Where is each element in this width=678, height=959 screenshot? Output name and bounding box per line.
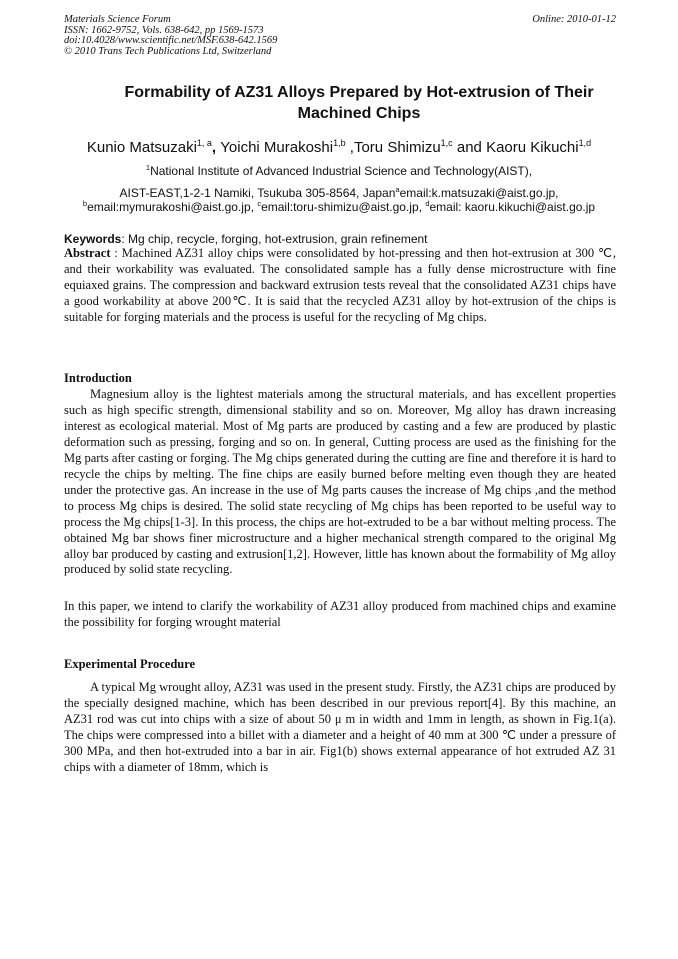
section-heading-experimental: Experimental Procedure xyxy=(64,657,196,671)
author-list xyxy=(30,134,648,157)
abstract xyxy=(64,246,616,326)
address: AIST-EAST,1-2-1 Namiki, Tsukuba 305-8564, Japan xyxy=(119,186,396,200)
email-b: email:mymurakoshi@aist.go.jp, xyxy=(87,200,258,214)
author-name: Yoichi Murakoshi xyxy=(220,139,334,156)
intro-paragraph-1 xyxy=(64,387,616,578)
email-mark: c xyxy=(257,199,262,208)
title-line-2: Machined Chips xyxy=(297,105,421,122)
section-heading-introduction: Introduction xyxy=(64,371,132,385)
author-separator: , xyxy=(211,139,221,156)
email-mark: d xyxy=(425,199,430,208)
email-mark: a xyxy=(395,185,400,194)
paper-title xyxy=(64,82,654,124)
abstract-label: Abstract xyxy=(64,246,111,260)
experimental-paragraph-1 xyxy=(64,680,616,776)
email-c: email:toru-shimizu@aist.go.jp, xyxy=(261,200,426,214)
author-name: Kunio Matsuzaki xyxy=(86,139,197,156)
author-affil-mark: 1,b xyxy=(333,138,346,148)
author-affil-mark: 1,d xyxy=(578,138,592,148)
email-d: email: kaoru.kikuchi@aist.go.jp xyxy=(429,200,596,214)
affiliation-line-1 xyxy=(30,161,648,178)
title-line-1: Formability of AZ31 Alloys Prepared by Hot-extrusion of Their xyxy=(124,84,594,101)
abstract-text: : Machined AZ31 alloy chips were consolidated by hot-pressing and then hot-extrusion at 300 ℃, and their workability was evaluated. The consolidated sample has a fully dense microstructure with fine equiaxed grains. The compression and backward extrusion tests reveal that the consolidated AZ31 chips have a good workability at above 200℃. It is said that the recycled AZ31 alloy by hot-extrusion of the chips is suitable for forging materials and the process is useful for the recycling of Mg chips. xyxy=(64,246,616,324)
copyright-line: © 2010 Trans Tech Publications Ltd, Switzerland xyxy=(64,45,272,57)
keywords-label: Keywords xyxy=(64,232,122,246)
doi-line: doi:10.4028/www.scientific.net/MSF.638-642.1569 xyxy=(64,35,278,46)
institution: National Institute of Advanced Industrial Science and Technology(AIST), xyxy=(150,164,533,178)
affil-mark: 1 xyxy=(145,163,151,172)
author-name: Toru Shimizu xyxy=(353,139,441,156)
keywords-text: : Mg chip, recycle, forging, hot-extrusion, grain refinement xyxy=(121,232,428,246)
paragraph-text: A typical Mg wrought alloy, AZ31 was used in the present study. Firstly, the AZ31 chips are produced by the specially designed machine, which has been described in our previous report[4]. By this machine, an AZ31 rod was cut into chips with a size of about 50 μ m in width and 1mm in length, as shown in Fig.1(a). The chips were compressed into a billet with a diameter and a height of 40 mm at 300 ℃ under a pressure of 300 MPa, and then hot-extruded into a bar in air. Fig1(b) shows external appearance of hot extruded AZ 31 chips with a diameter of 18mm, which is xyxy=(64,680,616,774)
journal-name: Materials Science Forum xyxy=(64,14,171,25)
author-affil-mark: 1,c xyxy=(440,138,453,148)
author-separator: , xyxy=(345,139,354,156)
email-mark: b xyxy=(82,199,88,208)
author-affil-mark: 1, a xyxy=(196,138,212,148)
keywords xyxy=(64,233,616,246)
email-a: email:k.matsuzaki@aist.go.jp, xyxy=(399,186,559,200)
author-name: Kaoru Kikuchi xyxy=(486,139,579,156)
paragraph-text: Magnesium alloy is the lightest materials among the structural materials, and has excellent properties such as high specific strength, dimensional stability and so on. Moreover, Mg alloy has drawn increasing interest as ecological material. Most of Mg parts are produced by casting and a few are produced by plastic deformation such as pressing, forging and so on. In general, Cutting process are used as the finishing for the Mg parts after casting or forging. The Mg chips generated during the cutting are fine and therefore it is hard to recycle the chips by melting. The fine chips are easily burned before melting even though they are heated under the protective gas. An increase in the use of Mg parts causes the increase of Mg chips ,and the method to process Mg chips is desired. The solid state recycling of Mg chips has been reported to be useful way to process the Mg chips[1-3]. In this process, the chips are hot-extruded to be a bar without melting process. The obtained Mg bar shows finer microstructure and a higher mechanical strength compared to the original Mg alloy bar produced by casting and extrusion[1,2]. However, little has known about the formability of Mg alloy produced by solid state recycling. xyxy=(64,387,616,577)
journal-header xyxy=(64,15,616,57)
intro-paragraph-2: In this paper, we intend to clarify the workability of AZ31 alloy produced from machined chips and examine the possibility for forging wrought material xyxy=(64,599,616,629)
affiliation-line-3 xyxy=(30,197,648,214)
online-date: Online: 2010-01-12 xyxy=(532,14,616,25)
author-separator: and xyxy=(452,139,487,156)
issn-line: ISSN: 1662-9752, Vols. 638-642, pp 1569-1573 xyxy=(64,24,264,36)
